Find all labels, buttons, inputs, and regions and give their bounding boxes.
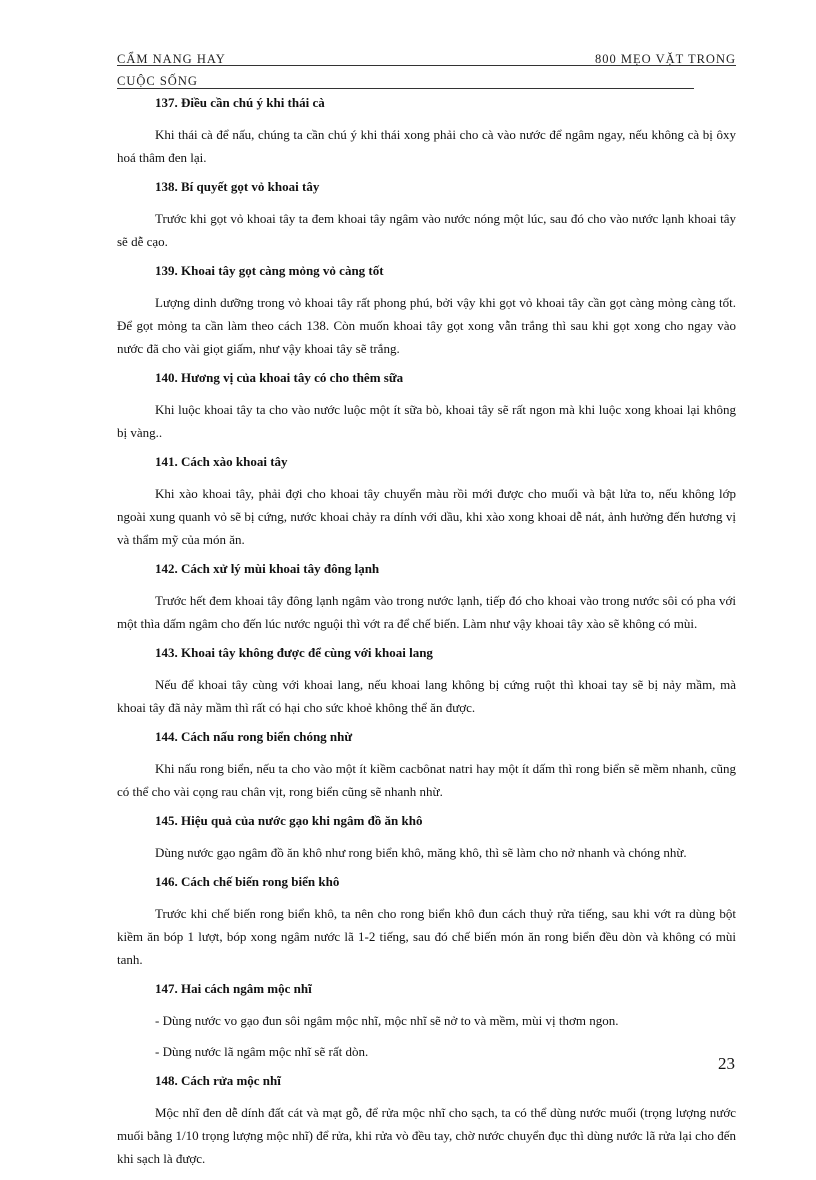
header-right: 800 MẸO VẶT TRONG [595,52,736,66]
tip-paragraph: Trước khi gọt vỏ khoai tây ta đem khoai tây ngâm vào nước nóng một lúc, sau đó cho vào nước lạnh khoai tây sẽ dễ cạo. [117,211,736,249]
header-rule-top [117,65,736,66]
header-rule-bottom [117,88,694,89]
tip-section [117,874,736,971]
tip-title: 137. Điều cần chú ý khi thái cà [155,95,325,110]
tip-section [117,813,736,864]
tip-section [117,95,736,169]
page-number: 23 [718,1054,735,1073]
tip-title: 146. Cách chế biến rong biển khô [155,874,340,889]
tip-section [117,179,736,253]
tip-paragraph: - Dùng nước lã ngâm mộc nhĩ sẽ rất dòn. [155,1044,369,1059]
tip-section [117,263,736,360]
tip-paragraph: Mộc nhĩ đen dễ dính đất cát và mạt gỗ, để rửa mộc nhĩ cho sạch, ta có thể dùng nước muối (trọng lượng nước muối bằng 1/10 trọng lượng mộc nhĩ) để rửa, khi rửa vò đều tay, chờ nước chuyển đục thì dùng nước lã rửa lại cho đến khi sạch là được. [117,1105,736,1166]
tip-section [117,454,736,551]
tip-title: 145. Hiệu quả của nước gạo khi ngâm đồ ăn khô [155,813,423,828]
tip-paragraph: Trước hết đem khoai tây đông lạnh ngâm vào trong nước lạnh, tiếp đó cho khoai vào trong nước sôi có pha với một thìa dấm ngâm cho đến lúc nước nguội thì vớt ra để chế biến. Làm như vậy khoai tây xào sẽ không có mùi. [117,593,736,631]
tip-paragraph: Khi thái cà để nấu, chúng ta cần chú ý khi thái xong phải cho cà vào nước để ngâm ngay, nếu không cà bị ôxy hoá thâm đen lại. [117,127,736,165]
tip-title: 147. Hai cách ngâm mộc nhĩ [155,981,312,996]
tip-title: 140. Hương vị của khoai tây có cho thêm sữa [155,370,404,385]
tip-title: 148. Cách rửa mộc nhĩ [155,1073,281,1088]
tip-paragraph: Nếu để khoai tây cùng với khoai lang, nếu khoai lang không bị cứng ruột thì khoai tay sẽ bị nảy mầm, mà khoai tây đã nảy mầm thì rất có hại cho sức khoẻ không thể ăn được. [117,677,736,715]
tip-section [117,1073,736,1170]
header-left: CẨM NANG HAY [117,52,226,66]
tip-title: 138. Bí quyết gọt vỏ khoai tây [155,179,320,194]
tip-section [117,370,736,444]
header-left-continued: CUỘC SỐNG [117,74,198,88]
tip-title: 143. Khoai tây không được để cùng với khoai lang [155,645,433,660]
page-content [117,95,736,1180]
tip-paragraph: Khi luộc khoai tây ta cho vào nước luộc một ít sữa bò, khoai tây sẽ rất ngon mà khi luộc xong khoai lại không bị vàng.. [117,402,736,440]
tip-section [117,981,736,1063]
tip-section [117,729,736,803]
tip-title: 142. Cách xử lý mùi khoai tây đông lạnh [155,561,380,576]
tip-title: 139. Khoai tây gọt càng mỏng vỏ càng tốt [155,263,384,278]
tip-title: 144. Cách nấu rong biển chóng nhừ [155,729,353,744]
tip-paragraph: Dùng nước gạo ngâm đồ ăn khô như rong biển khô, măng khô, thì sẽ làm cho nở nhanh và chóng nhừ. [155,845,687,860]
tip-section [117,645,736,719]
tip-paragraph: Lượng dinh dưỡng trong vỏ khoai tây rất phong phú, bởi vậy khi gọt vỏ khoai tây cần gọt càng mỏng càng tốt. Để gọt mỏng ta cần làm theo cách 138. Còn muốn khoai tây gọt xong vẫn trắng thì sau khi gọt xong cho ngay vào nước đã cho vài giọt giấm, như vậy khoai tây sẽ trắng. [117,295,736,356]
tip-paragraph: - Dùng nước vo gạo đun sôi ngâm mộc nhĩ, mộc nhĩ sẽ nở to và mềm, mùi vị thơm ngon. [155,1013,619,1028]
tip-paragraph: Trước khi chế biến rong biển khô, ta nên cho rong biển khô đun cách thuỷ rửa tiếng, sau khi vớt ra dùng bột kiềm ăn bóp 1 lượt, bóp xong ngâm nước lã 1-2 tiếng, sau đó chế biến món ăn rong biển đều dòn và không có mùi tanh. [117,906,736,967]
tip-section [117,561,736,635]
tip-paragraph: Khi xào khoai tây, phải đợi cho khoai tây chuyển màu rồi mới được cho muối và bật lửa to, nếu không lớp ngoài xung quanh vỏ sẽ bị cứng, nước khoai chảy ra dính với dầu, khi xào xong khoai dễ nát, ảnh hưởng đến hương vị và thẩm mỹ của món ăn. [117,486,736,547]
tip-paragraph: Khi nấu rong biển, nếu ta cho vào một ít kiềm cacbônat natri hay một ít dấm thì rong biển sẽ mềm nhanh, cũng có thể cho vài cọng rau chân vịt, rong biển cũng sẽ nhanh nhừ. [117,761,736,799]
tip-title: 141. Cách xào khoai tây [155,454,288,469]
